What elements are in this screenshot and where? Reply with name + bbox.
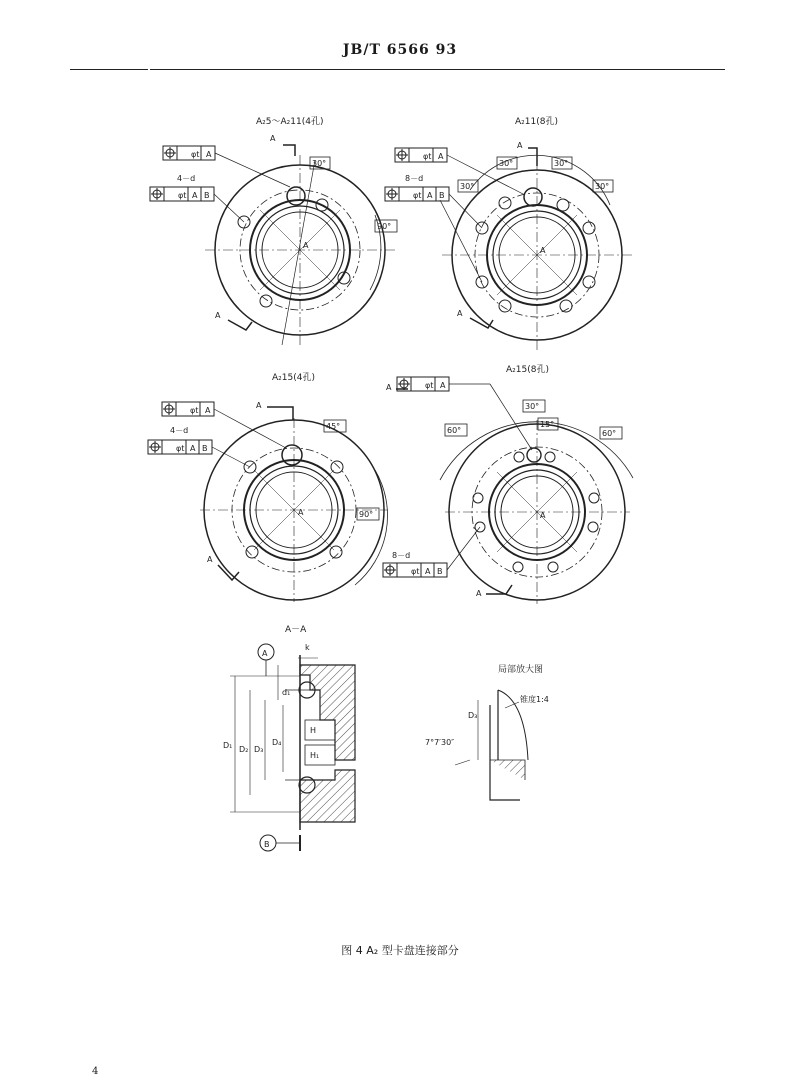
svg-text:φt: φt bbox=[423, 152, 432, 161]
svg-text:A: A bbox=[303, 241, 309, 250]
svg-text:φt: φt bbox=[178, 191, 187, 200]
svg-text:φt: φt bbox=[191, 150, 200, 159]
svg-text:4－d: 4－d bbox=[170, 426, 189, 435]
svg-text:B: B bbox=[204, 191, 210, 200]
svg-text:B: B bbox=[437, 567, 443, 576]
view-a2-11-8 bbox=[385, 115, 632, 350]
svg-text:A: A bbox=[207, 555, 213, 564]
page-number: 4 bbox=[92, 1066, 99, 1077]
view-a2-15-4 bbox=[148, 371, 388, 602]
view-a2-5-11 bbox=[150, 115, 397, 345]
svg-text:A: A bbox=[438, 152, 444, 161]
svg-text:8－d: 8－d bbox=[392, 551, 411, 560]
svg-text:D₃: D₃ bbox=[468, 711, 478, 720]
svg-text:D₃: D₃ bbox=[254, 745, 264, 754]
view-title: A₂5～A₂11(4孔) bbox=[256, 117, 324, 127]
svg-text:d₁: d₁ bbox=[282, 688, 291, 697]
svg-text:A₂15(8孔): A₂15(8孔) bbox=[506, 365, 549, 375]
svg-text:A: A bbox=[476, 589, 482, 598]
svg-text:φt: φt bbox=[176, 444, 185, 453]
svg-text:A: A bbox=[540, 511, 546, 520]
svg-text:30°: 30° bbox=[460, 182, 475, 191]
svg-text:φt: φt bbox=[413, 191, 422, 200]
svg-text:A: A bbox=[386, 383, 392, 392]
svg-text:A: A bbox=[256, 401, 262, 410]
view-a2-15-8 bbox=[383, 363, 633, 604]
svg-text:A: A bbox=[298, 508, 304, 517]
svg-text:A－A: A－A bbox=[285, 625, 307, 635]
svg-text:60°: 60° bbox=[602, 429, 617, 438]
svg-text:A: A bbox=[457, 309, 463, 318]
svg-text:A₂11(8孔): A₂11(8孔) bbox=[515, 117, 558, 127]
svg-text:90°: 90° bbox=[377, 222, 392, 231]
svg-text:A: A bbox=[192, 191, 198, 200]
svg-text:A: A bbox=[270, 134, 276, 143]
svg-text:90°: 90° bbox=[359, 510, 374, 519]
svg-text:H: H bbox=[310, 726, 317, 735]
svg-text:φt: φt bbox=[411, 567, 420, 576]
svg-text:B: B bbox=[264, 840, 270, 849]
svg-text:锥度1:4: 锥度1:4 bbox=[520, 695, 549, 704]
svg-text:A: A bbox=[440, 381, 446, 390]
svg-text:A: A bbox=[540, 246, 546, 255]
svg-text:φt: φt bbox=[425, 381, 434, 390]
svg-text:A₂15(4孔): A₂15(4孔) bbox=[272, 373, 315, 383]
svg-text:30°: 30° bbox=[554, 159, 569, 168]
svg-text:A: A bbox=[425, 567, 431, 576]
svg-text:8－d: 8－d bbox=[405, 174, 424, 183]
svg-text:φt: φt bbox=[190, 406, 199, 415]
svg-text:B: B bbox=[439, 191, 445, 200]
svg-text:D₂: D₂ bbox=[239, 745, 249, 754]
svg-text:D₄: D₄ bbox=[272, 738, 282, 747]
section-a-a bbox=[223, 625, 355, 851]
svg-text:30°: 30° bbox=[525, 402, 540, 411]
svg-text:H₁: H₁ bbox=[310, 751, 320, 760]
svg-text:4－d: 4－d bbox=[177, 174, 196, 183]
svg-text:30°: 30° bbox=[499, 159, 514, 168]
svg-text:A: A bbox=[215, 311, 221, 320]
svg-text:B: B bbox=[202, 444, 208, 453]
svg-text:A: A bbox=[190, 444, 196, 453]
svg-text:A: A bbox=[206, 150, 212, 159]
figure-caption: 图 4 A₂ 型卡盘连接部分 bbox=[341, 944, 459, 957]
detail-view bbox=[425, 663, 549, 800]
svg-text:45°: 45° bbox=[326, 422, 341, 431]
svg-text:D₁: D₁ bbox=[223, 741, 233, 750]
svg-text:A: A bbox=[205, 406, 211, 415]
svg-text:A: A bbox=[262, 649, 268, 658]
svg-text:k: k bbox=[305, 643, 310, 652]
svg-text:A: A bbox=[427, 191, 433, 200]
document-header: JB/T 6566 93 bbox=[342, 42, 458, 58]
svg-text:局部放大图: 局部放大图 bbox=[498, 665, 544, 675]
svg-text:30°: 30° bbox=[595, 182, 610, 191]
svg-text:60°: 60° bbox=[447, 426, 462, 435]
svg-text:30°: 30° bbox=[312, 159, 327, 168]
svg-text:15°: 15° bbox=[540, 420, 555, 429]
svg-text:7°7′30″: 7°7′30″ bbox=[425, 738, 455, 747]
svg-text:A: A bbox=[517, 141, 523, 150]
